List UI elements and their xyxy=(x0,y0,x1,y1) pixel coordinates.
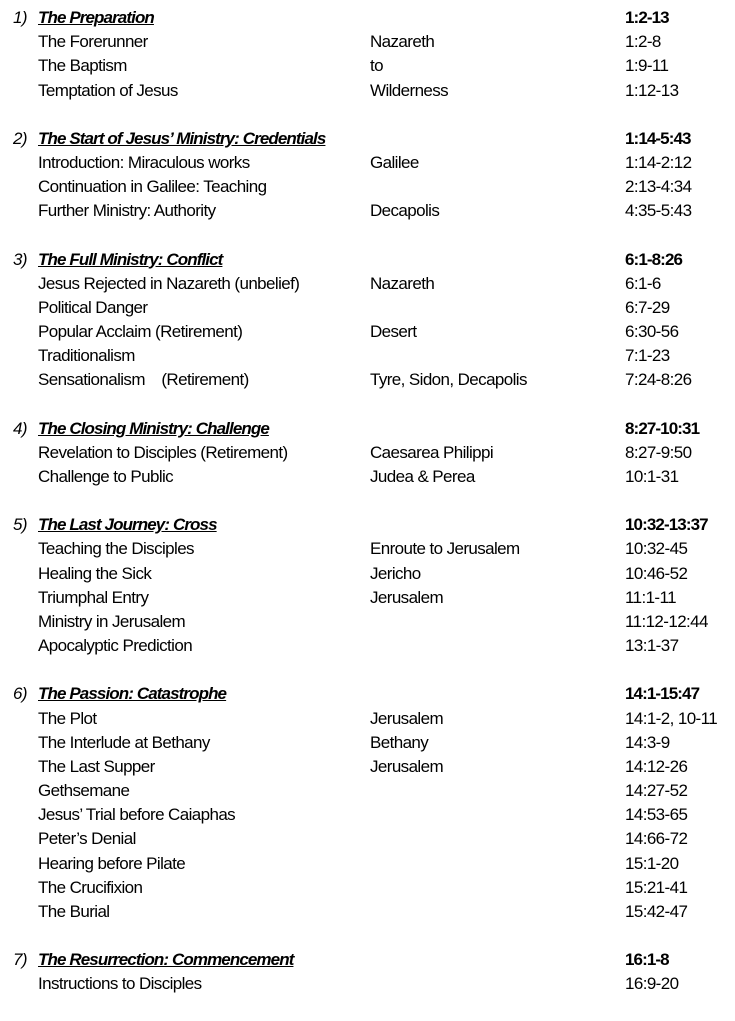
item-reference: 10:32-45 xyxy=(625,539,688,559)
outline-section xyxy=(0,682,735,924)
item-label: The Last Supper xyxy=(38,756,155,776)
outline-item xyxy=(0,803,735,827)
item-reference: 15:42-47 xyxy=(625,902,688,921)
item-label: The Forerunner xyxy=(38,32,148,52)
item-place: Wilderness xyxy=(370,80,449,100)
section-reference: 14:1-15:47 xyxy=(625,684,700,704)
section-number: 4) xyxy=(13,418,27,438)
section-number: 2) xyxy=(13,128,27,148)
outline-item xyxy=(0,151,735,175)
outline-item xyxy=(0,876,735,900)
item-label: Gethsemane xyxy=(38,781,130,801)
outline-section xyxy=(0,417,735,490)
item-label: Political Danger xyxy=(38,297,148,317)
outline-item xyxy=(0,441,735,465)
section-reference: 10:32-13:37 xyxy=(625,515,708,535)
outline-section xyxy=(0,948,735,996)
section-reference: 1:2-13 xyxy=(625,8,669,27)
outline-item xyxy=(0,175,735,199)
item-place: Caesarea Philippi xyxy=(370,442,494,462)
item-place: Jerusalem xyxy=(370,756,444,776)
item-place: Judea & Perea xyxy=(370,467,475,486)
outline-item xyxy=(0,707,735,731)
outline-sections xyxy=(0,6,735,997)
item-place: Bethany xyxy=(370,732,429,752)
item-reference: 2:13-4:34 xyxy=(625,177,692,197)
item-reference: 14:53-65 xyxy=(625,805,688,825)
item-label: Apocalyptic Prediction xyxy=(38,636,193,656)
outline-item xyxy=(0,465,735,489)
outline-item xyxy=(0,827,735,851)
item-label: Hearing before Pilate xyxy=(38,853,186,873)
item-reference: 4:35-5:43 xyxy=(625,201,692,221)
section-heading xyxy=(0,248,735,272)
outline-item xyxy=(0,852,735,876)
outline-section xyxy=(0,513,735,658)
item-place: Tyre, Sidon, Decapolis xyxy=(370,370,527,390)
section-heading xyxy=(0,417,735,441)
section-heading xyxy=(0,948,735,972)
outline-item xyxy=(0,54,735,78)
item-label: Healing the Sick xyxy=(38,563,152,583)
item-reference: 13:1-37 xyxy=(625,636,679,656)
outline-item xyxy=(0,199,735,223)
item-place: Nazareth xyxy=(370,273,435,293)
item-label: Ministry in Jerusalem xyxy=(38,611,186,631)
item-label: Teaching the Disciples xyxy=(38,539,194,559)
item-reference: 14:1-2, 10-11 xyxy=(625,708,718,728)
item-reference: 16:9-20 xyxy=(625,974,679,994)
item-place: to xyxy=(370,56,383,76)
item-label: Triumphal Entry xyxy=(38,587,149,607)
outline-section xyxy=(0,127,735,224)
section-title: The Preparation xyxy=(38,8,154,27)
item-reference: 15:1-20 xyxy=(625,853,679,873)
item-reference: 1:12-13 xyxy=(625,80,679,100)
section-reference: 1:14-5:43 xyxy=(625,128,691,148)
item-label: Introduction: Miraculous works xyxy=(38,152,250,172)
outline-section xyxy=(0,248,735,393)
item-label: Jesus’ Trial before Caiaphas xyxy=(38,805,236,825)
item-label: The Burial xyxy=(38,902,110,921)
item-label: The Baptism xyxy=(38,56,127,76)
outline-item xyxy=(0,972,735,996)
item-label: Instructions to Disciples xyxy=(38,974,202,994)
outline-item xyxy=(0,320,735,344)
section-number: 1) xyxy=(13,8,27,27)
section-reference: 16:1-8 xyxy=(625,950,669,970)
item-reference: 10:46-52 xyxy=(625,563,688,583)
outline-item xyxy=(0,30,735,54)
item-label: Further Ministry: Authority xyxy=(38,201,216,221)
outline-item xyxy=(0,368,735,392)
item-reference: 14:12-26 xyxy=(625,756,688,776)
section-title: The Last Journey: Cross xyxy=(38,515,217,535)
outline-item xyxy=(0,634,735,658)
item-place: Desert xyxy=(370,322,417,342)
item-place: Galilee xyxy=(370,152,419,172)
item-reference: 15:21-41 xyxy=(625,877,688,897)
item-reference: 1:2-8 xyxy=(625,32,661,52)
section-number: 7) xyxy=(13,950,27,970)
item-label: The Crucifixion xyxy=(38,877,143,897)
item-place: Enroute to Jerusalem xyxy=(370,539,520,559)
item-label: Revelation to Disciples (Retirement) xyxy=(38,442,288,462)
item-label: Sensationalism (Retirement) xyxy=(38,370,249,390)
section-heading xyxy=(0,127,735,151)
item-reference: 6:30-56 xyxy=(625,322,679,342)
item-reference: 14:27-52 xyxy=(625,781,688,801)
item-reference: 7:24-8:26 xyxy=(625,370,692,390)
item-label: Continuation in Galilee: Teaching xyxy=(38,177,267,197)
outline-item xyxy=(0,779,735,803)
item-reference: 8:27-9:50 xyxy=(625,442,692,462)
item-label: Peter’s Denial xyxy=(38,829,136,849)
section-reference: 6:1-8:26 xyxy=(625,249,683,269)
item-place: Decapolis xyxy=(370,201,440,221)
item-label: Temptation of Jesus xyxy=(38,80,178,100)
outline-item xyxy=(0,79,735,103)
item-reference: 7:1-23 xyxy=(625,346,670,366)
section-heading xyxy=(0,682,735,706)
outline-item xyxy=(0,344,735,368)
outline-item xyxy=(0,562,735,586)
item-reference: 11:12-12:44 xyxy=(625,611,708,631)
item-place: Nazareth xyxy=(370,32,435,52)
item-place: Jericho xyxy=(370,563,421,583)
section-title: The Full Ministry: Conflict xyxy=(38,249,223,269)
item-label: Challenge to Public xyxy=(38,467,174,486)
item-reference: 14:66-72 xyxy=(625,829,688,849)
item-reference: 1:9-11 xyxy=(625,56,669,76)
item-label: The Interlude at Bethany xyxy=(38,732,210,752)
section-number: 5) xyxy=(13,515,27,535)
section-title: The Start of Jesus’ Ministry: Credentials xyxy=(38,128,326,148)
item-reference: 14:3-9 xyxy=(625,732,670,752)
outline-section xyxy=(0,6,735,103)
section-heading xyxy=(0,513,735,537)
item-reference: 1:14-2:12 xyxy=(625,152,692,172)
item-reference: 10:1-31 xyxy=(625,467,679,486)
outline-document xyxy=(0,6,735,1021)
section-number: 3) xyxy=(13,249,27,269)
outline-item xyxy=(0,755,735,779)
outline-item xyxy=(0,537,735,561)
outline-item xyxy=(0,272,735,296)
section-title: The Passion: Catastrophe xyxy=(38,684,227,704)
item-place: Jerusalem xyxy=(370,587,444,607)
item-reference: 11:1-11 xyxy=(625,587,676,607)
outline-item xyxy=(0,296,735,320)
item-place: Jerusalem xyxy=(370,708,444,728)
item-label: The Plot xyxy=(38,708,97,728)
section-number: 6) xyxy=(13,684,27,704)
item-label: Popular Acclaim (Retirement) xyxy=(38,322,243,342)
item-reference: 6:1-6 xyxy=(625,273,661,293)
section-title: The Closing Ministry: Challenge xyxy=(38,418,269,438)
outline-item xyxy=(0,900,735,924)
section-title: The Resurrection: Commencement xyxy=(38,950,294,970)
section-heading xyxy=(0,6,735,30)
item-reference: 6:7-29 xyxy=(625,297,670,317)
outline-item xyxy=(0,586,735,610)
outline-item xyxy=(0,610,735,634)
item-label: Traditionalism xyxy=(38,346,135,366)
outline-item xyxy=(0,731,735,755)
item-label: Jesus Rejected in Nazareth (unbelief) xyxy=(38,273,300,293)
section-reference: 8:27-10:31 xyxy=(625,418,700,438)
